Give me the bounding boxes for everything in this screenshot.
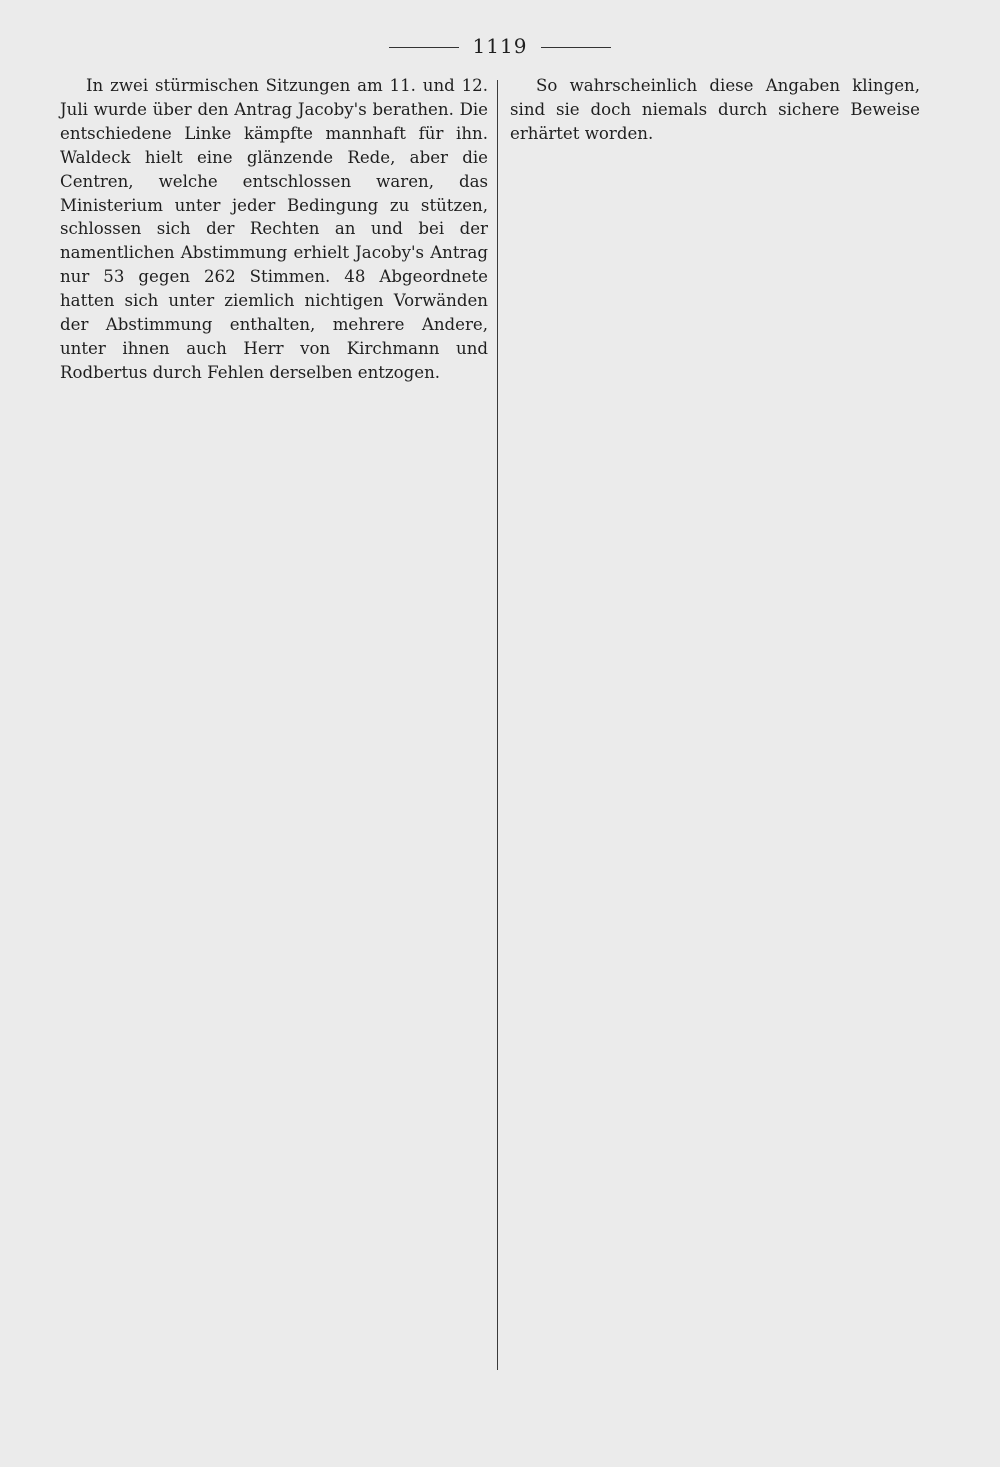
left-column: [60, 74, 488, 1394]
header-rule-left: [389, 47, 459, 48]
paragraph: So wahrscheinlich diese Angaben klingen, sind sie doch niemals durch sichere Beweise erhärtet worden.: [510, 76, 920, 143]
column-divider: [497, 80, 498, 1370]
page-header: [0, 34, 1000, 58]
page-number: 1119: [472, 34, 528, 58]
paragraph: In zwei stürmischen Sitzungen am 11. und 12. Juli wurde über den Antrag Jacoby's berathen. Die entschiedene Linke kämpfte mannhaft für ihn. Waldeck hielt eine glänzende Rede, aber die Centren, welche entschlossen waren, das Ministerium unter jeder Bedingung zu stützen, schlossen sich der Rechten an und bei der namentlichen Abstimmung erhielt Jacoby's Antrag nur 53 gegen 262 Stimmen. 48 Abgeordnete hatten sich unter ziemlich nichtigen Vorwänden der Abstimmung enthalten, mehrere Andere, unter ihnen auch Herr von Kirchmann und Rodbertus durch Fehlen derselben entzogen.: [60, 76, 488, 382]
right-column: [510, 74, 920, 1394]
header-rule-right: [541, 47, 611, 48]
